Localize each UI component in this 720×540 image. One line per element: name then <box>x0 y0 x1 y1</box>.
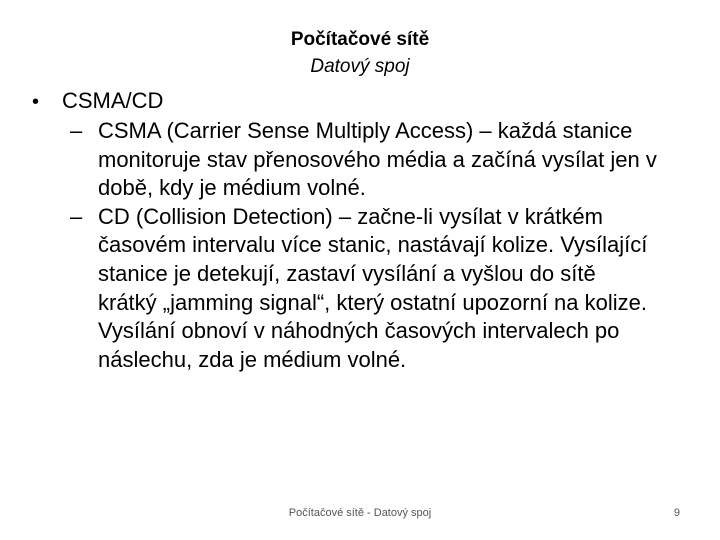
sub-bullet-text-cd: CD (Collision Detection) – začne-li vysílat v krátkém časovém intervalu více stanic, nastávají kolize. Vysílající stanice je detekují, zastaví vysílání a vyšlou do sítě krátký „jamming signal“, který ostatní upozorní na kolize. Vysílání obnoví v náhodných časových intervalech po náslechu, zda je médium volné. <box>98 203 648 372</box>
bullet-heading: CSMA/CD <box>62 88 164 113</box>
sub-bullet-item-cd <box>70 203 682 375</box>
sub-bullet-text-csma: CSMA (Carrier Sense Multiply Access) – každá stanice monitoruje stav přenosového média a začíná vysílat jen v době, kdy je médium volné. <box>98 118 657 201</box>
bullet-item-csma-cd <box>32 86 682 117</box>
sub-bullet-item-csma <box>70 117 682 203</box>
slide-subtitle: Datový spoj <box>310 56 410 77</box>
slide-title: Počítačové sítě <box>290 29 430 50</box>
slide-content <box>32 86 682 374</box>
sub-bullet-list <box>32 117 682 374</box>
footer-label: Počítačové sítě - Datový spoj <box>288 507 432 519</box>
page-number: 9 <box>673 507 680 519</box>
sub-bullet-marker: – <box>70 203 83 229</box>
sub-bullet-marker: – <box>70 118 83 143</box>
bullet-marker: • <box>32 91 40 113</box>
slide-header <box>250 26 470 80</box>
